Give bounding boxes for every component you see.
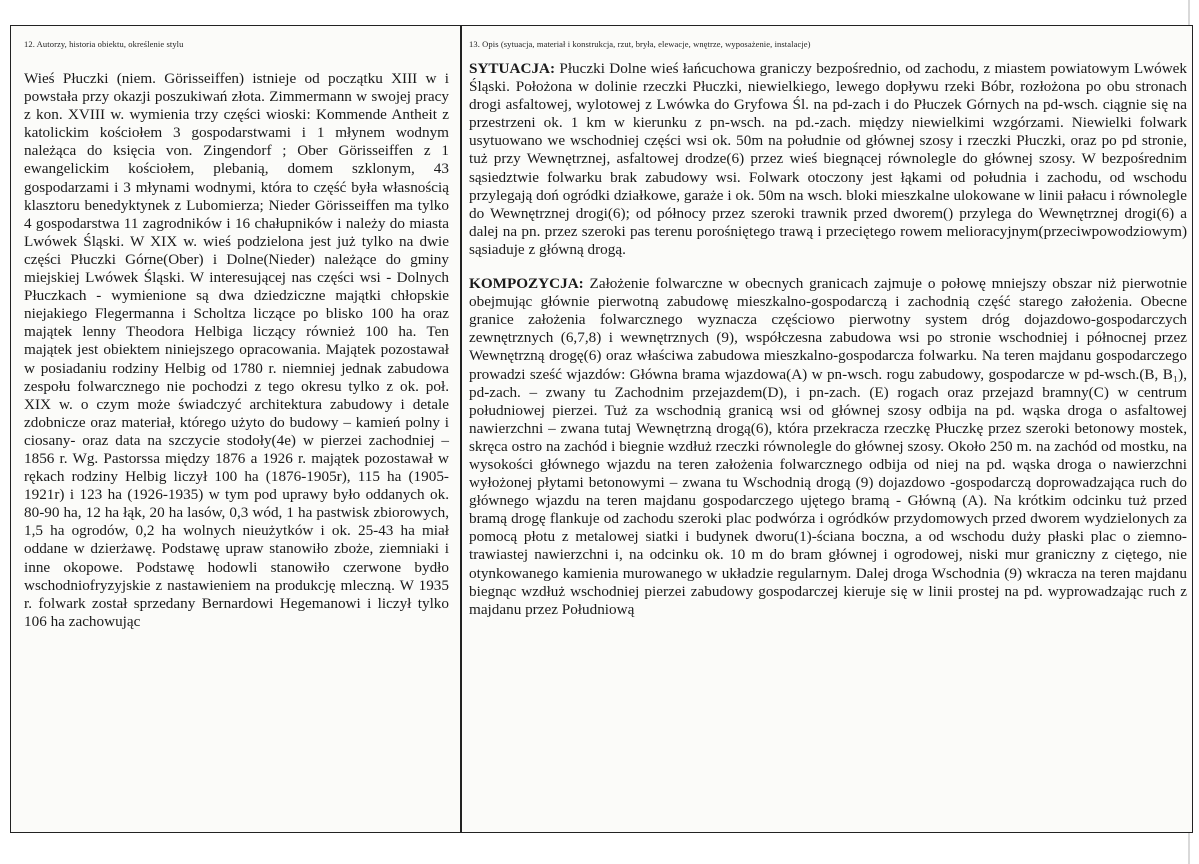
field-13-description <box>469 39 1187 619</box>
section-title-kompozycja: KOMPOZYCJA: <box>469 275 584 293</box>
section-sytuacja <box>469 60 1187 259</box>
description-body <box>469 60 1187 619</box>
history-text: Wieś Płuczki (niem. Görisseiffen) istnieje od początku XIII w i powstała przy okazji poszukiwań złota. Zimmermann w swojej pracy z kon. XVIII w. wymienia trzy części wioski: Kommende Antheit z katolickim kościołem 3 gospodarstwami i 1 młynem wodnym należąca do księcia von. Zingendorf ; Ober Görisseiffen z 1 ewangelickim kościołem, plebanią, domem szklonym, 43 gospodarzami i 3 młynami wodnymi, która to część była własnością klasztoru benedyktynek z Lubomierza; Nieder Görisseiffen ma tylko 4 gospodarstwa 11 zagrodników i 16 chałupników i należy do miasta Lwówek Śląski. W XIX w. wieś podzielona jest już tylko na dwie części Płuczki Górne(Ober) i Dolne(Nieder) należące do gminy miejskiej Lwówek Śląski. W interesującej nas części wsi - Dolnych Płuczkach - wymienione są dwa dziedziczne majątki chłopskie niejakiego Flegermanna i Scholtza liczące po blisko 100 ha oraz majątek lenny Theodora Helbiga liczący również 100 ha. Ten majątek jest obiektem niniejszego opracowania. Majątek pozostawał w posiadaniu rodziny Helbig od 1780 r. niemniej jednak zabudowa zespołu folwarcznego nie pochodzi z tego okresu tylko z ok. poł. XIX w. o czym może świadczyć architektura zabudowy i detale zdobnicze oraz materiał, którego użyto do budowy – kamień polny i ciosany- oraz data na szczycie stodoły(4e) w pierzei zachodniej – 1856 r. Wg. Pastorssa między 1876 a 1926 r. majątek pozostawał w rękach rodziny Helbig liczył 100 ha (1876-1905r), 115 ha (1905-1921r) i 123 ha (1926-1935) w tym pod uprawy było oddanych ok. 80-90 ha, 12 ha łąk, 20 ha lasów, 0,3 wód, 1 ha pastwisk zbiorowych, 1,5 ha ogrodów, 0,2 ha wolnych nieużytków i ok. 25-43 ha miał oddane w dzierżawę. Podstawę upraw stanowiło zboże, ziemniaki i inne okopowe. Podstawę hodowli stanowiło czerwone bydło wschodniofryzyjskie z nastawieniem na produkcję mleczną. W 1935 r. folwark został sprzedany Bernardowi Hegemanowi i liczył tylko 106 ha zachowując <box>24 70 449 630</box>
section-text-kompozycja: Założenie folwarczne w obecnych granicach zajmuje o połowę mniejszy obszar niż pierwotnie obejmując głównie pierwotną zabudowę mieszkalno-gospodarczą i zachodnią część starego założenia. Obecne granice założenia folwarcznego wyznacza częściowo pierwotny system dróg dojazdowo-gospodarczych zewnętrznych (6,7,8) i wewnętrznych (9), współczesna zabudowa wsi po stronie wschodniej i północnej przez Wewnętrzną drogę(6) oraz właściwa zabudowa mieszkalno-gospodarcza folwarku. Na teren majdanu gospodarczego prowadzi sześć wjazdów: Główna brama wjazdowa(A) w pn-wsch. rogu zabudowy, gospodarcze w pd-wsch.(B, B₁), pd-zach. – zwany tu Zachodnim przejazdem(D), i pn-zach. (E) rogach oraz przejazd bramny(C) w centrum południowej pierzei. Tuż za wschodnią granicą wsi od głównej szosy odbija na pd. wąska droga o asfaltowej nawierzchni – zwana tutaj Wewnętrzną drogą(6), która przekracza rzeczkę Płuczkę przez szeroki betonowy mostek, skręca ostro na zachód i biegnie wzdłuż rzeczki równolegle do głównej szosy. Około 250 m. na zachód od mostku, na wysokości głównego wjazdu na teren założenia folwarcznego odbija od niej na pd. wąska droga o nawierzchni wyłożonej płytami betonowymi – zwana tu Wschodnią drogą (9) dojazdowo -gospodarczą doprowadzająca ruch do głównego wjazdu na teren majdanu gospodarczego ujętego bramą - Główną (A). Na krótkim odcinku tuż przed bramą drogę flankuje od zachodu szeroki plac podwórza i ogródków przydomowych przed dworem wydzielonych za pomocą płotu z metalowej siatki i budynek dworu(1)-ściana boczna, a od wschodu duży płaski plac o ziemno-trawiastej nawierzchni i, na odcinku ok. 10 m do bram głównej i ogrodowej, niski mur graniczny z ciętego, nie otynkowanego kamienia murowanego w układzie regularnym. Dalej droga Wschodnia (9) wkracza na teren majdanu biegnąc wzdłuż wschodniej pierzei zabudowy gospodarczej kieruje się w linii prostej na pd. wyprowadzając ruch z majdanu przez Południową <box>469 275 1188 618</box>
column-divider <box>460 26 462 832</box>
section-text-sytuacja: Płuczki Dolne wieś łańcuchowa graniczy bezpośrednio, od zachodu, z miastem powiatowym Lwówek Śląski. Położona w dolinie rzeczki Płuczki, niewielkiego, lewego dopływu rzeki Bóbr, rozłożona po obu stronach drogi asfaltowej, wylotowej z Lwówka do Gryfowa Śl. na pd-zach i do Płuczek Górnych na pd-wsch. ciągnie się na przestrzeni ok. 1 km w kierunku z pn-wsch. na pd.-zach. między niewielkimi wzgórzami. Niewielki folwark usytuowano we wschodniej części wsi ok. 50m na południe od głównej szosy i rzeczki Płuczki, oraz po pd stronie, tuż przy Wewnętrznej, asfaltowej drodze(6) przez wieś biegnącej równolegle do głównej szosy. W bezpośrednim sąsiedztwie folwarku brak zabudowy wsi. Folwark otoczony jest łąkami od południa i zachodu, od wschodu przylegają doń ogródki działkowe, garaże i ok. 50m na wsch. bloki mieszkalne ulokowane w linii pałacu i równolegle do Wewnętrznej drogi(6); od północy przez szeroki trawnik przed dworem() przylega do Wewnętrznej drogi(6) a dalej na pn. przez szeroki pas terenu porośniętego trawą i przeciętego rowem melioracyjnym(przeciwpowodziowym) sąsiaduje z główną drogą. <box>469 60 1187 258</box>
section-title-sytuacja: SYTUACJA: <box>469 60 556 77</box>
field-12-label: 12. Autorzy, historia obiektu, określenie stylu <box>24 39 184 49</box>
record-card <box>10 25 1193 833</box>
section-kompozycja <box>469 275 1187 619</box>
field-13-label: 13. Opis (sytuacja, materiał i konstrukcja, rzut, bryła, elewacje, wnętrze, wyposażenie, instalacje) <box>469 39 811 49</box>
field-12-history <box>24 39 451 631</box>
